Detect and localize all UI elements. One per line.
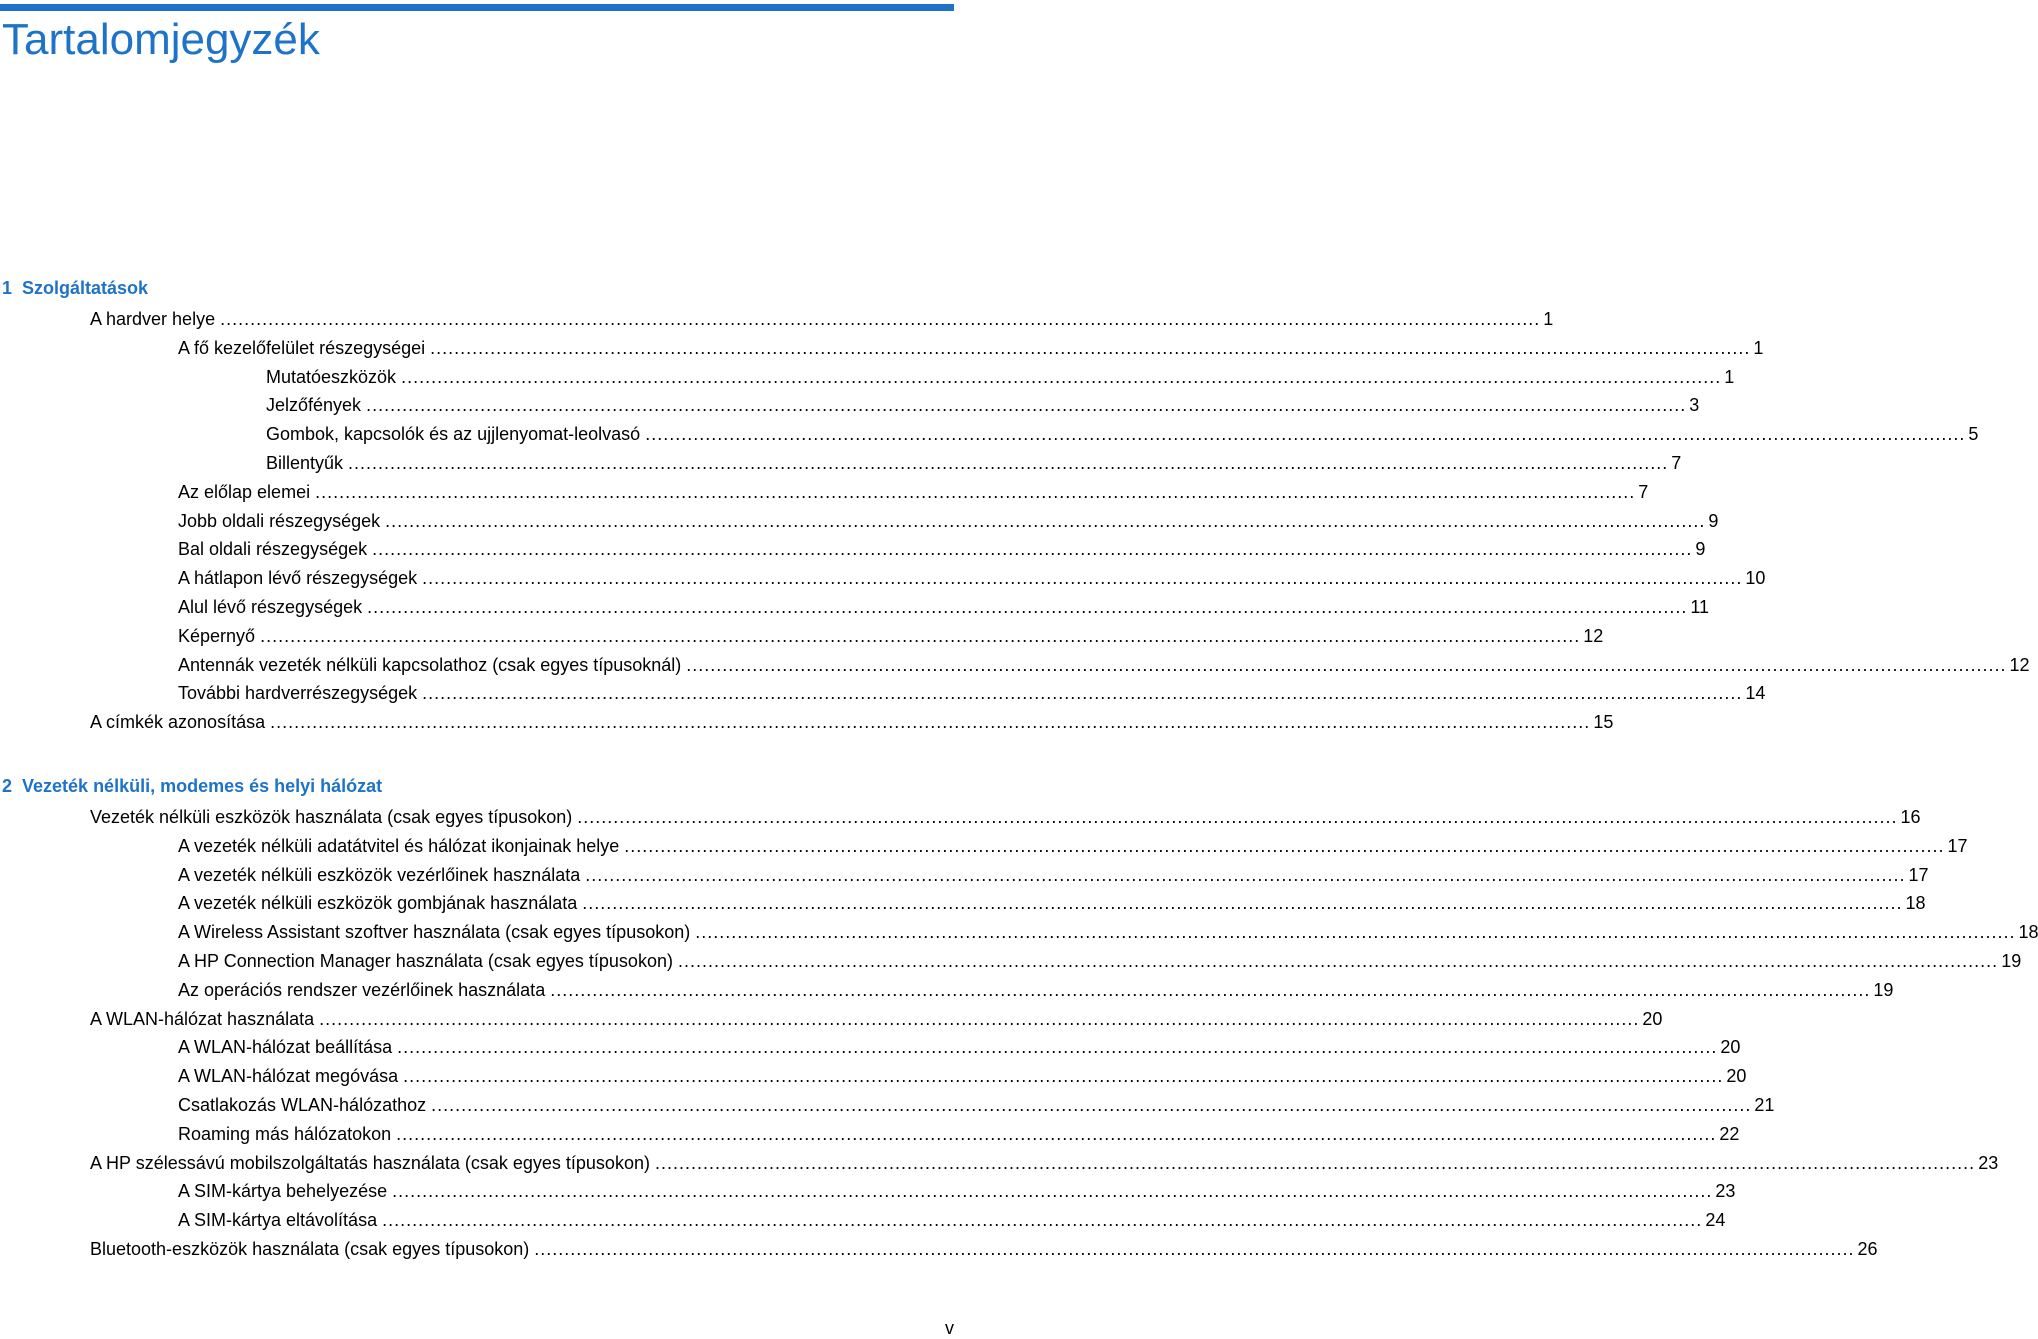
chapter-title: Vezeték nélküli, modemes és helyi hálózat bbox=[22, 776, 383, 796]
toc-entry[interactable] bbox=[178, 622, 1604, 650]
toc-entry-page: 16 bbox=[1900, 807, 1921, 827]
dot-leader: ............................................................................................................................................................................................................................ bbox=[220, 309, 1541, 329]
toc-entry-label: Antennák vezeték nélküli kapcsolathoz (csak egyes típusoknál) bbox=[178, 655, 682, 675]
toc-entry[interactable] bbox=[90, 1235, 1878, 1263]
toc-entry-label: A HP szélessávú mobilszolgáltatás használata (csak egyes típusokon) bbox=[90, 1153, 650, 1173]
dot-leader: ............................................................................................................................................................................................................................ bbox=[677, 951, 1999, 971]
toc-entry-label: A WLAN-hálózat megóvása bbox=[178, 1066, 399, 1086]
toc-entry-page: 26 bbox=[1857, 1239, 1878, 1259]
toc-entry-page: 9 bbox=[1695, 539, 1706, 559]
toc-entry[interactable] bbox=[266, 420, 1979, 448]
page-title: Tartalomjegyzék bbox=[2, 15, 320, 64]
toc-entry[interactable] bbox=[266, 449, 1682, 477]
dot-leader: ............................................................................................................................................................................................................................ bbox=[392, 1181, 1713, 1201]
dot-leader: ............................................................................................................................................................................................................................ bbox=[585, 865, 1906, 885]
toc-entry-page: 12 bbox=[2009, 655, 2030, 675]
toc-entry-label: A hátlapon lévő részegységek bbox=[178, 568, 418, 588]
toc-entry[interactable] bbox=[266, 391, 1700, 419]
dot-leader: ............................................................................................................................................................................................................................ bbox=[582, 893, 1903, 913]
page-folio: v bbox=[945, 1318, 954, 1338]
toc-entry-label: Csatlakozás WLAN-hálózathoz bbox=[178, 1095, 427, 1115]
chapter-heading-2[interactable] bbox=[2, 773, 382, 799]
toc-entry-page: 19 bbox=[2001, 951, 2022, 971]
toc-entry-label: Alul lévő részegységek bbox=[178, 597, 363, 617]
toc-entry-label: Mutatóeszközök bbox=[266, 367, 397, 387]
toc-entry[interactable] bbox=[178, 1206, 1726, 1234]
toc-entry-label: Jelzőfények bbox=[266, 395, 362, 415]
toc-entry[interactable] bbox=[266, 363, 1735, 391]
toc-entry-label: Képernyő bbox=[178, 626, 256, 646]
toc-entry[interactable] bbox=[178, 593, 1710, 621]
toc-entry-page: 24 bbox=[1705, 1210, 1726, 1230]
toc-entry-page: 18 bbox=[2018, 922, 2038, 942]
toc-entry-page: 9 bbox=[1708, 511, 1719, 531]
toc-entry-page: 23 bbox=[1715, 1181, 1736, 1201]
toc-entry-page: 14 bbox=[1745, 683, 1766, 703]
dot-leader: ............................................................................................................................................................................................................................ bbox=[367, 597, 1688, 617]
dot-leader: ............................................................................................................................................................................................................................ bbox=[270, 712, 1591, 732]
toc-entry-label: Gombok, kapcsolók és az ujjlenyomat-leolvasó bbox=[266, 424, 641, 444]
toc-entry[interactable] bbox=[90, 708, 1614, 736]
toc-entry[interactable] bbox=[178, 947, 2022, 975]
toc-entry-page: 5 bbox=[1968, 424, 1979, 444]
toc-entry-page: 10 bbox=[1745, 568, 1766, 588]
toc-entry-page: 20 bbox=[1726, 1066, 1747, 1086]
dot-leader: ............................................................................................................................................................................................................................ bbox=[624, 836, 1945, 856]
toc-entry[interactable] bbox=[178, 679, 1766, 707]
dot-leader: ............................................................................................................................................................................................................................ bbox=[366, 395, 1687, 415]
dot-leader: ............................................................................................................................................................................................................................ bbox=[645, 424, 1966, 444]
chapter-number: 2 bbox=[2, 776, 13, 796]
toc-entry-page: 19 bbox=[1873, 980, 1894, 1000]
dot-leader: ............................................................................................................................................................................................................................ bbox=[315, 482, 1636, 502]
top-rule bbox=[0, 4, 954, 11]
toc-entry-label: A vezeték nélküli adatátvitel és hálózat ikonjainak helye bbox=[178, 836, 620, 856]
dot-leader: ............................................................................................................................................................................................................................ bbox=[260, 626, 1581, 646]
toc-entry-page: 22 bbox=[1719, 1124, 1740, 1144]
toc-entry-label: A Wireless Assistant szoftver használata (csak egyes típusokon) bbox=[178, 922, 691, 942]
chapter-title: Szolgáltatások bbox=[22, 278, 149, 298]
toc-entry[interactable] bbox=[178, 1062, 1747, 1090]
dot-leader: ............................................................................................................................................................................................................................ bbox=[403, 1066, 1724, 1086]
chapter-heading-1[interactable] bbox=[2, 275, 148, 301]
toc-entry-label: A WLAN-hálózat beállítása bbox=[178, 1037, 393, 1057]
dot-leader: ............................................................................................................................................................................................................................ bbox=[654, 1153, 1976, 1173]
toc-entry-label: Vezeték nélküli eszközök használata (csak egyes típusokon) bbox=[90, 807, 573, 827]
toc-entry[interactable] bbox=[178, 832, 1968, 860]
dot-leader: ............................................................................................................................................................................................................................ bbox=[372, 539, 1693, 559]
toc-entry[interactable] bbox=[90, 305, 1554, 333]
toc-entry-page: 18 bbox=[1905, 893, 1926, 913]
toc-entry-label: A vezeték nélküli eszközök vezérlőinek használata bbox=[178, 865, 581, 885]
toc-entry-page: 1 bbox=[1724, 367, 1735, 387]
toc-entry-label: A fő kezelőfelület részegységei bbox=[178, 338, 426, 358]
dot-leader: ............................................................................................................................................................................................................................ bbox=[431, 1095, 1752, 1115]
dot-leader: ............................................................................................................................................................................................................................ bbox=[686, 655, 2007, 675]
toc-entry[interactable] bbox=[178, 918, 2038, 946]
toc-entry[interactable] bbox=[178, 651, 2030, 679]
toc-entry-label: Bluetooth-eszközök használata (csak egyes típusokon) bbox=[90, 1239, 530, 1259]
dot-leader: ............................................................................................................................................................................................................................ bbox=[695, 922, 2016, 942]
toc-entry-label: További hardverrészegységek bbox=[178, 683, 418, 703]
dot-leader: ............................................................................................................................................................................................................................ bbox=[382, 1210, 1703, 1230]
toc-entry[interactable] bbox=[178, 1091, 1775, 1119]
toc-entry-label: Billentyűk bbox=[266, 453, 344, 473]
toc-entry-label: A SIM-kártya eltávolítása bbox=[178, 1210, 378, 1230]
toc-entry-label: Az operációs rendszer vezérlőinek használata bbox=[178, 980, 546, 1000]
toc-entry-label: A vezeték nélküli eszközök gombjának használata bbox=[178, 893, 578, 913]
toc-entry[interactable] bbox=[178, 564, 1766, 592]
dot-leader: ............................................................................................................................................................................................................................ bbox=[422, 568, 1743, 588]
dot-leader: ............................................................................................................................................................................................................................ bbox=[534, 1239, 1855, 1259]
toc-entry[interactable] bbox=[178, 1177, 1736, 1205]
dot-leader: ............................................................................................................................................................................................................................ bbox=[422, 683, 1743, 703]
toc-entry-label: A címkék azonosítása bbox=[90, 712, 266, 732]
toc-entry-page: 15 bbox=[1593, 712, 1614, 732]
toc-entry[interactable] bbox=[178, 535, 1706, 563]
toc-entry-page: 11 bbox=[1690, 597, 1710, 617]
toc-entry-page: 23 bbox=[1978, 1153, 1999, 1173]
toc-entry-page: 1 bbox=[1753, 338, 1764, 358]
toc-entry-label: A HP Connection Manager használata (csak egyes típusokon) bbox=[178, 951, 673, 971]
dot-leader: ............................................................................................................................................................................................................................ bbox=[550, 980, 1871, 1000]
toc-entry-label: Az előlap elemei bbox=[178, 482, 311, 502]
toc-entry-page: 3 bbox=[1689, 395, 1700, 415]
dot-leader: ............................................................................................................................................................................................................................ bbox=[397, 1037, 1718, 1057]
toc-entry-label: A WLAN-hálózat használata bbox=[90, 1009, 315, 1029]
toc-entry[interactable] bbox=[178, 478, 1649, 506]
toc-entry-page: 12 bbox=[1583, 626, 1604, 646]
toc-entry-label: A hardver helye bbox=[90, 309, 216, 329]
toc-entry[interactable] bbox=[178, 889, 1926, 917]
toc-entry[interactable] bbox=[90, 803, 1921, 831]
toc-entry[interactable] bbox=[178, 507, 1719, 535]
toc-entry-page: 21 bbox=[1754, 1095, 1775, 1115]
toc-entry-label: Roaming más hálózatokon bbox=[178, 1124, 392, 1144]
dot-leader: ............................................................................................................................................................................................................................ bbox=[319, 1009, 1640, 1029]
dot-leader: ............................................................................................................................................................................................................................ bbox=[385, 511, 1706, 531]
toc-entry-label: A SIM-kártya behelyezése bbox=[178, 1181, 388, 1201]
toc-entry-page: 17 bbox=[1947, 836, 1968, 856]
toc-entry[interactable] bbox=[178, 1120, 1740, 1148]
toc-entry-label: Bal oldali részegységek bbox=[178, 539, 368, 559]
dot-leader: ............................................................................................................................................................................................................................ bbox=[430, 338, 1751, 358]
toc-entry-page: 7 bbox=[1671, 453, 1682, 473]
dot-leader: ............................................................................................................................................................................................................................ bbox=[401, 367, 1722, 387]
toc-entry-page: 1 bbox=[1543, 309, 1554, 329]
toc-entry[interactable] bbox=[178, 1033, 1741, 1061]
toc-entry-label: Jobb oldali részegységek bbox=[178, 511, 381, 531]
toc-entry-page: 17 bbox=[1908, 865, 1929, 885]
toc-entry[interactable] bbox=[90, 1149, 1999, 1177]
dot-leader: ............................................................................................................................................................................................................................ bbox=[396, 1124, 1717, 1144]
toc-entry[interactable] bbox=[90, 1005, 1663, 1033]
dot-leader: ............................................................................................................................................................................................................................ bbox=[348, 453, 1669, 473]
chapter-number: 1 bbox=[2, 278, 13, 298]
toc-entry-page: 20 bbox=[1720, 1037, 1741, 1057]
toc-entry-page: 7 bbox=[1638, 482, 1649, 502]
toc-entry[interactable] bbox=[178, 861, 1929, 889]
toc-entry-page: 20 bbox=[1642, 1009, 1663, 1029]
dot-leader: ............................................................................................................................................................................................................................ bbox=[577, 807, 1898, 827]
toc-entry[interactable] bbox=[178, 976, 1894, 1004]
toc-entry[interactable] bbox=[178, 334, 1764, 362]
